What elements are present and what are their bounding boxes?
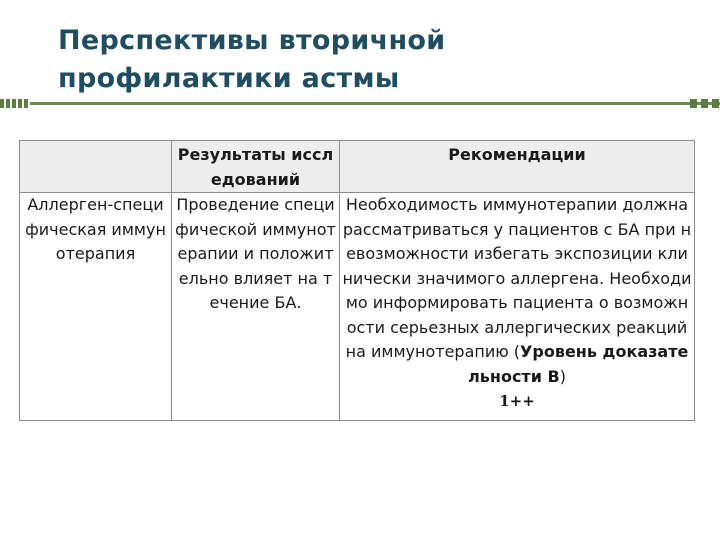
evidence-open-paren: ( — [513, 342, 521, 361]
recommendation-text: Необходимость иммунотерапии должна рассматриваться у пациентов с БА при невозможности избегать экспозиции клинически значимого аллергена. Необходимо информировать пациента о возможности серьезных аллергических реакций на иммунотерапию — [342, 195, 692, 361]
recommendations-table — [19, 140, 695, 421]
divider-marker-left — [0, 99, 30, 108]
evidence-close-paren: ) — [559, 366, 566, 386]
cell-intervention: Аллерген-специфическая иммунотерапия — [20, 193, 172, 421]
slide-title-line-1: Перспективы вторичной — [58, 25, 446, 56]
header-cell-recommendations: Рекомендации — [340, 141, 695, 193]
divider-marker-right-a — [690, 99, 697, 108]
slide-title — [58, 22, 698, 98]
cell-result: Проведение специфической иммунотерапии и положительно влияет на течение БА. — [172, 193, 340, 421]
evidence-level-value: 1++ — [499, 392, 535, 410]
divider-marker-right-c — [712, 99, 719, 108]
divider-marker-right-b — [701, 99, 708, 108]
header-cell-empty — [20, 141, 172, 193]
evidence-level-label: Уровень доказательности В — [468, 342, 689, 386]
slide-title-line-2: профилактики астмы — [58, 63, 400, 94]
table-header-row — [20, 141, 695, 193]
table-row — [20, 193, 695, 421]
cell-recommendation — [340, 193, 695, 421]
title-divider — [0, 102, 720, 105]
header-cell-results: Результаты исследований — [172, 141, 340, 193]
